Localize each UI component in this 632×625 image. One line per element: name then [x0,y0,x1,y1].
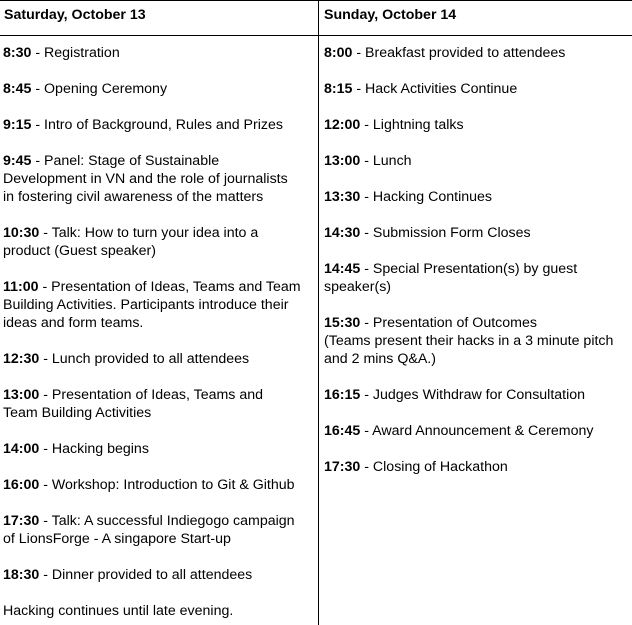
schedule-item [3,152,318,206]
schedule-description: product (Guest speaker) [3,243,156,259]
schedule-time: 12:30 [3,351,40,367]
schedule-item-line [3,296,318,314]
schedule-item [3,278,318,332]
sunday-list [319,36,632,476]
schedule-item-line [3,152,318,170]
schedule-description: - Opening Ceremony [31,81,168,97]
schedule-description: - Intro of Background, Rules and Prizes [31,117,283,133]
schedule-item-line [324,188,632,206]
schedule-item-line [324,458,632,476]
schedule-item [324,224,632,242]
schedule-item-line [3,404,318,422]
schedule-item-line [3,350,318,368]
schedule-time: 8:45 [3,81,32,97]
schedule-time: 9:45 [3,153,32,169]
sunday-heading: Sunday, October 14 [319,1,632,36]
schedule-item-line [3,224,318,242]
schedule-item [324,44,632,62]
schedule-item [3,224,318,260]
schedule-description: - Workshop: Introduction to Git & Github [39,477,295,493]
schedule-item-line [324,422,632,440]
sunday-column [319,1,632,625]
schedule-item [324,386,632,404]
schedule-item [324,314,632,368]
schedule-description: - Talk: How to turn your idea into a [39,225,259,241]
schedule-description: in fostering civil awareness of the matters [3,189,264,205]
schedule-description: - Presentation of Ideas, Teams and [39,387,264,403]
schedule-item [324,458,632,476]
schedule-description: - Lunch provided to all attendees [39,351,250,367]
saturday-list [0,36,318,620]
schedule-description: - Breakfast provided to attendees [352,45,566,61]
schedule-description: - Presentation of Outcomes [360,315,537,331]
schedule-item-line [324,260,632,278]
schedule-description: Building Activities. Participants introduce their [3,297,289,313]
schedule-time: 16:15 [324,387,361,403]
schedule-item-line [3,116,318,134]
schedule-item-line [3,602,318,620]
schedule-description: - Lightning talks [360,117,464,133]
schedule-item-line [324,278,632,296]
schedule-item [3,476,318,494]
schedule-item-line [3,44,318,62]
schedule-time: 10:30 [3,225,40,241]
schedule-description: - Presentation of Ideas, Teams and Team [38,279,301,295]
schedule-item-line [3,476,318,494]
saturday-column [0,1,319,625]
schedule-description: - Submission Form Closes [360,225,531,241]
schedule-time: 14:45 [324,261,361,277]
schedule-description: - Hacking Continues [360,189,492,205]
schedule-item-line [3,440,318,458]
schedule-description: - Award Announcement & Ceremony [360,423,594,439]
schedule-description: - Hack Activities Continue [352,81,518,97]
schedule-description: and 2 mins Q&A.) [324,351,436,367]
schedule-time: 13:00 [3,387,40,403]
schedule-item-line [3,170,318,188]
schedule-item [3,386,318,422]
schedule-time: 8:30 [3,45,32,61]
saturday-heading: Saturday, October 13 [0,1,318,36]
schedule-item-line [3,242,318,260]
schedule-item-line [324,332,632,350]
schedule-description: - Special Presentation(s) by guest [360,261,578,277]
schedule-time: 17:30 [3,513,40,529]
schedule-item [3,602,318,620]
schedule-time: 17:30 [324,459,361,475]
schedule-description: of LionsForge - A singapore Start-up [3,531,231,547]
schedule-time: 13:30 [324,189,361,205]
schedule-description: ideas and form teams. [3,315,144,331]
schedule-item-line [324,386,632,404]
schedule-description: - Talk: A successful Indiegogo campaign [39,513,295,529]
schedule-time: 16:45 [324,423,361,439]
schedule-time: 18:30 [3,567,40,583]
schedule-item [3,350,318,368]
schedule-description: - Hacking begins [39,441,149,457]
schedule-item-line [3,314,318,332]
schedule-time: 8:00 [324,45,353,61]
schedule-item [3,80,318,98]
schedule-item-line [324,80,632,98]
schedule-item [324,80,632,98]
schedule-item-line [3,512,318,530]
schedule-description: Team Building Activities [3,405,152,421]
schedule-item-line [3,386,318,404]
schedule-item-line [3,80,318,98]
schedule-time: 14:30 [324,225,361,241]
schedule-time: 9:15 [3,117,32,133]
schedule-time: 16:00 [3,477,40,493]
schedule-time: 12:00 [324,117,361,133]
schedule-time: 15:30 [324,315,361,331]
schedule-item [324,116,632,134]
schedule-item [3,512,318,548]
schedule-item [324,260,632,296]
schedule-description: speaker(s) [324,279,392,295]
schedule-description: - Dinner provided to all attendees [39,567,253,583]
schedule-item [3,440,318,458]
schedule-description: - Panel: Stage of Sustainable [31,153,220,169]
schedule-description: Hacking continues until late evening. [3,603,234,619]
schedule-item [3,44,318,62]
schedule-time: 8:15 [324,81,353,97]
schedule-item [324,188,632,206]
schedule-item-line [324,350,632,368]
schedule-description: - Registration [31,45,120,61]
schedule-item-line [324,224,632,242]
schedule-description: - Closing of Hackathon [360,459,508,475]
schedule-description: - Lunch [360,153,412,169]
schedule-description: Development in VN and the role of journalists [3,171,288,187]
schedule-item [3,116,318,134]
schedule-time: 13:00 [324,153,361,169]
schedule-item [3,566,318,584]
schedule-description: (Teams present their hacks in a 3 minute pitch [324,333,614,349]
schedule-description: - Judges Withdraw for Consultation [360,387,586,403]
schedule-item [324,422,632,440]
schedule-item-line [324,116,632,134]
schedule-item-line [3,566,318,584]
schedule-item-line [3,188,318,206]
schedule-time: 14:00 [3,441,40,457]
schedule-item-line [324,314,632,332]
schedule-item-line [3,278,318,296]
schedule-time: 11:00 [3,279,39,295]
schedule-item-line [324,44,632,62]
schedule-item-line [324,152,632,170]
schedule-item-line [3,530,318,548]
schedule-item [324,152,632,170]
